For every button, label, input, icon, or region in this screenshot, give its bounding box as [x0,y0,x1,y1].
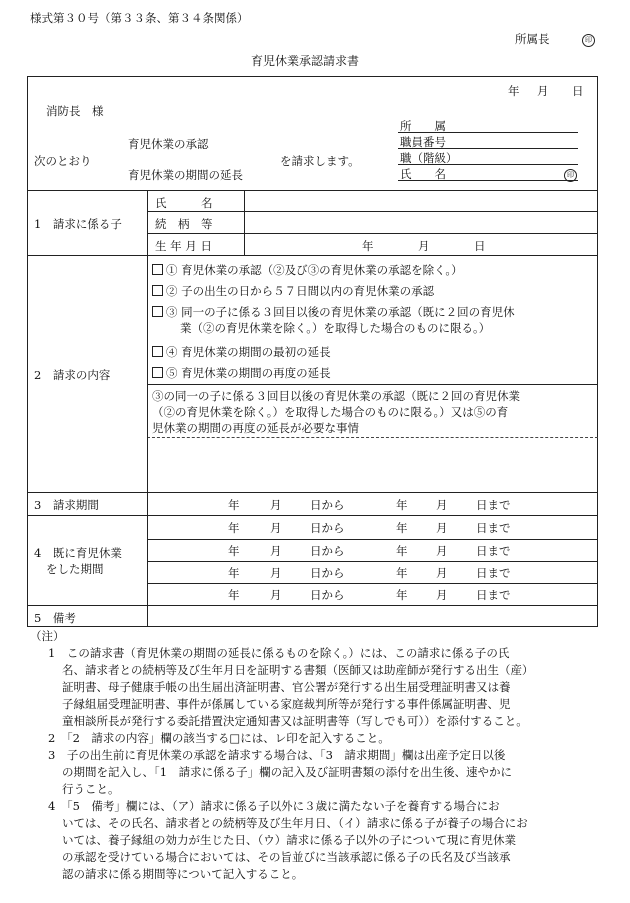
option-2-text: ② 子の出生の日から５７日間以内の育児休業の承認 [166,284,435,298]
row3-label: 3 請求期間 [34,498,99,512]
seal-mark: 印 [564,169,577,182]
relation-label: 続 柄 等 [155,217,213,231]
checkbox[interactable] [152,306,163,317]
option-1-text: ① 育児休業の承認（②及び③の育児休業の承認を除く。） [166,263,463,277]
option-extension: 育児休業の期間の延長 [128,168,243,182]
field-position: 職（階級） [400,151,458,165]
note-4-line-1: 4 「5 備考」欄には、（ア）請求に係る子以外に３歳に満たない子を養育する場合にお [48,799,500,813]
director-seal [582,31,595,47]
option-approval: 育児休業の承認 [128,137,209,151]
checkbox[interactable] [152,346,163,357]
note-3-line-2: の期間を記入し、「1 請求に係る子」欄の記入及び証明書類の添付を出生後、速やかに [62,765,513,779]
option-1[interactable] [152,262,463,278]
option-3-cont: 業（②の育児休業を除く。）を取得した場合のものに限る。） [180,321,491,335]
field-employee-number: 職員番号 [400,135,446,149]
option-4-text: ④ 育児休業の期間の最初の延長 [166,345,331,359]
date-day: 日 [572,84,584,98]
dob-month: 月 [418,239,430,253]
option-5[interactable] [152,365,331,381]
row4-label-2: をした期間 [46,562,104,576]
director-label: 所属長 [515,32,550,46]
seal-mark: 印 [582,34,595,47]
child-name-label: 氏 名 [155,196,213,210]
dob-year: 年 [362,239,374,253]
note-1-line-4: 子縁組届受理証明書、事件が係属している家庭裁判所等が発行する事件係属証明書、児 [62,697,511,711]
date-year: 年 [508,84,520,98]
lead-text: 次のとおり [34,154,92,168]
note-1-line-1: 1 この請求書（育児休業の期間の延長に係るものを除く。）には、この請求に係る子の氏 [48,646,510,660]
note-3-line-3: 行うこと。 [62,782,120,796]
checkbox[interactable] [152,264,163,275]
option-2[interactable] [152,283,434,299]
option-3-text: ③ 同一の子に係る３回目以後の育児休業の承認（既に２回の育児休 [166,305,515,319]
option-5-text: ⑤ 育児休業の期間の再度の延長 [166,366,331,380]
field-name: 氏 名 [400,167,446,181]
row1-label: 1 請求に係る子 [34,217,122,231]
note-4-line-2: いては、その氏名、請求者との続柄等及び生年月日、（イ）請求に係る子が養子の場合にお [62,816,528,830]
field-affiliation: 所 属 [400,119,446,133]
note-4-line-3: いては、養子縁組の効力が生じた日、（ウ）請求に係る子以外の子について現に育児休業 [62,833,517,847]
note-3-line-1: 3 子の出生前に育児休業の承認を請求する場合は、「3 請求期間」欄は出産予定日以後 [48,748,506,762]
note-1-line-2: 名、請求者との続柄等及び生年月日を証明する書類（医師又は助産師が発行する出生（産） [62,663,534,677]
request-suffix: を請求します。 [280,154,360,168]
checkbox[interactable] [152,367,163,378]
note-4-line-4: の承認を受けている場合においては、その旨並びに当該承認に係る子の氏名及び当該承 [62,850,511,864]
row5-label: 5 備考 [34,611,76,625]
note-2: 2 「2 請求の内容」欄の該当する□には、レ印を記入すること。 [48,731,390,745]
row2-label: 2 請求の内容 [34,368,111,382]
form-number: 様式第３０号（第３３条、第３４条関係） [30,11,249,25]
form-title: 育児休業承認請求書 [251,54,360,68]
note-4-line-5: 認の請求に係る期間等について記入すること。 [62,867,304,881]
notes-heading: （注） [30,629,65,643]
note-1-line-5: 童相談所長が発行する委託措置決定通知書又は証明書等（写しでも可））を添付すること。 [62,714,528,728]
reason-line-1: ③の同一の子に係る３回目以後の育児休業の承認（既に２回の育児休業 [152,389,520,403]
dob-day: 日 [474,239,486,253]
checkbox[interactable] [152,285,163,296]
note-1-line-3: 証明書、母子健康手帳の出生届出済証明書、官公署が発行する出生届受理証明書又は養 [62,680,511,694]
addressee: 消防長 様 [46,104,104,118]
option-4[interactable] [152,344,331,360]
reason-line-3: 児休業の期間の再度の延長が必要な事情 [152,421,359,435]
row4-label-1: 4 既に育児休業 [34,546,122,560]
reason-line-2: （②の育児休業を除く。）を取得した場合のものに限る。）又は⑤の育 [152,405,509,419]
dob-label: 生 年 月 日 [155,239,212,253]
option-3[interactable] [152,304,515,320]
date-month: 月 [537,84,549,98]
